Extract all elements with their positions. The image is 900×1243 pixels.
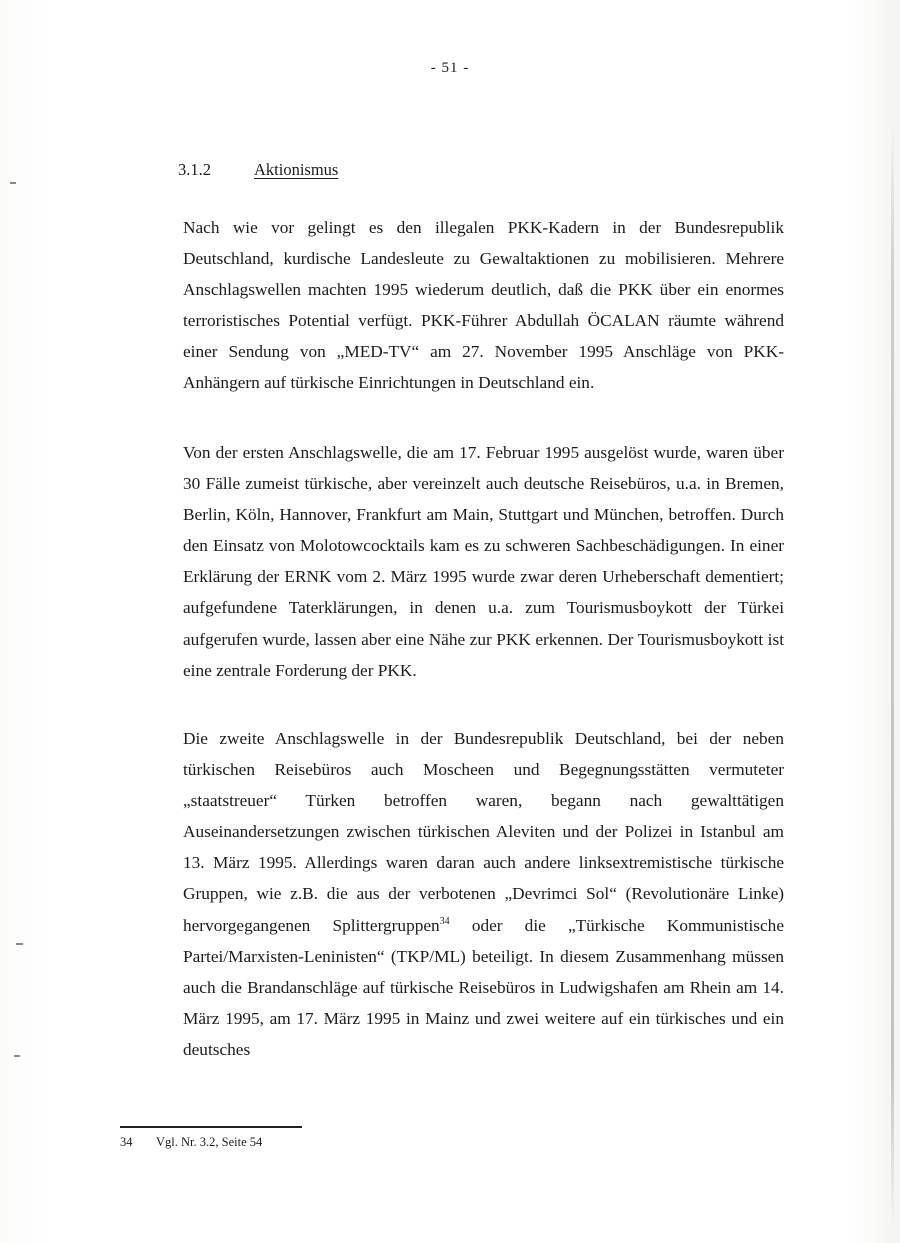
paragraph-3-text-b: oder die „Türkische Kommunistische Partei/Marxisten-Leninisten“ (TKP/ML) beteiligt. In diesem Zusammenhang müssen auch die Brandanschläge auf türkische Reisebüros in Ludwigshafen am Rhein am 14. März 1995, am 17. März 1995 in Mainz und zwei weitere auf ein türkisches und ein deutsches: [183, 915, 784, 1059]
footnote-text: Vgl. Nr. 3.2, Seite 54: [156, 1135, 263, 1149]
page-edge-shadow: [891, 120, 894, 1230]
section-number: 3.1.2: [178, 160, 211, 179]
paragraph-1: Nach wie vor gelingt es den illegalen PKK-Kadern in der Bundesrepublik Deutschland, kurdische Landesleute zu Gewaltaktionen zu mobilisieren. Mehrere Anschlagswellen machten 1995 wiederum deutlich, daß die PKK über ein enormes terroristisches Potential verfügt. PKK-Führer Abdullah ÖCALAN räumte während einer Sendung von „MED-TV“ am 27. November 1995 Anschläge von PKK-Anhängern auf türkische Einrichtungen in Deutschland ein.: [183, 218, 784, 393]
paragraph-3: [183, 723, 784, 1065]
footnote-separator: [120, 1126, 302, 1128]
paragraph-3-text-a: Die zweite Anschlagswelle in der Bundesrepublik Deutschland, bei der neben türkischen Reisebüros auch Moscheen und Begegnungsstätten vermuteter „staatstreuer“ Türken betroffen waren, begann nach gewalttätigen Auseinandersetzungen zwischen türkischen Aleviten und der Polizei in Istanbul am 13. März 1995. Allerdings waren daran auch andere linksextremistische türkische Gruppen, wie z.B. die aus der verbotenen „Devrimci Sol“ (Revolutionäre Linke) hervorgegangenen Splittergruppen: [183, 729, 784, 935]
footnote-reference: 34: [439, 915, 450, 927]
section-heading: [178, 160, 338, 180]
page-number: - 51 -: [430, 60, 470, 76]
footnote: [120, 1135, 262, 1150]
scan-mark: [10, 182, 16, 184]
scan-mark: [16, 943, 23, 945]
scan-mark: [14, 1055, 20, 1057]
section-title: Aktionismus: [254, 160, 339, 179]
footnote-number: 34: [120, 1135, 133, 1149]
paragraph-2: Von der ersten Anschlagswelle, die am 17. Februar 1995 ausgelöst wurde, waren über 30 Fälle zumeist türkische, aber vereinzelt auch deutsche Reisebüros, u.a. in Bremen, Berlin, Köln, Hannover, Frankfurt am Main, Stuttgart und München, betroffen. Durch den Einsatz von Molotowcocktails kam es zu schweren Sachbeschädigungen. In einer Erklärung der ERNK vom 2. März 1995 wurde zwar deren Urheberschaft dementiert; aufgefundene Taterklärungen, in denen u.a. zum Tourismusboykott der Türkei aufgerufen wurde, lassen aber eine Nähe zur PKK erkennen. Der Tourismusboykott ist eine zentrale Forderung der PKK.: [183, 443, 784, 680]
